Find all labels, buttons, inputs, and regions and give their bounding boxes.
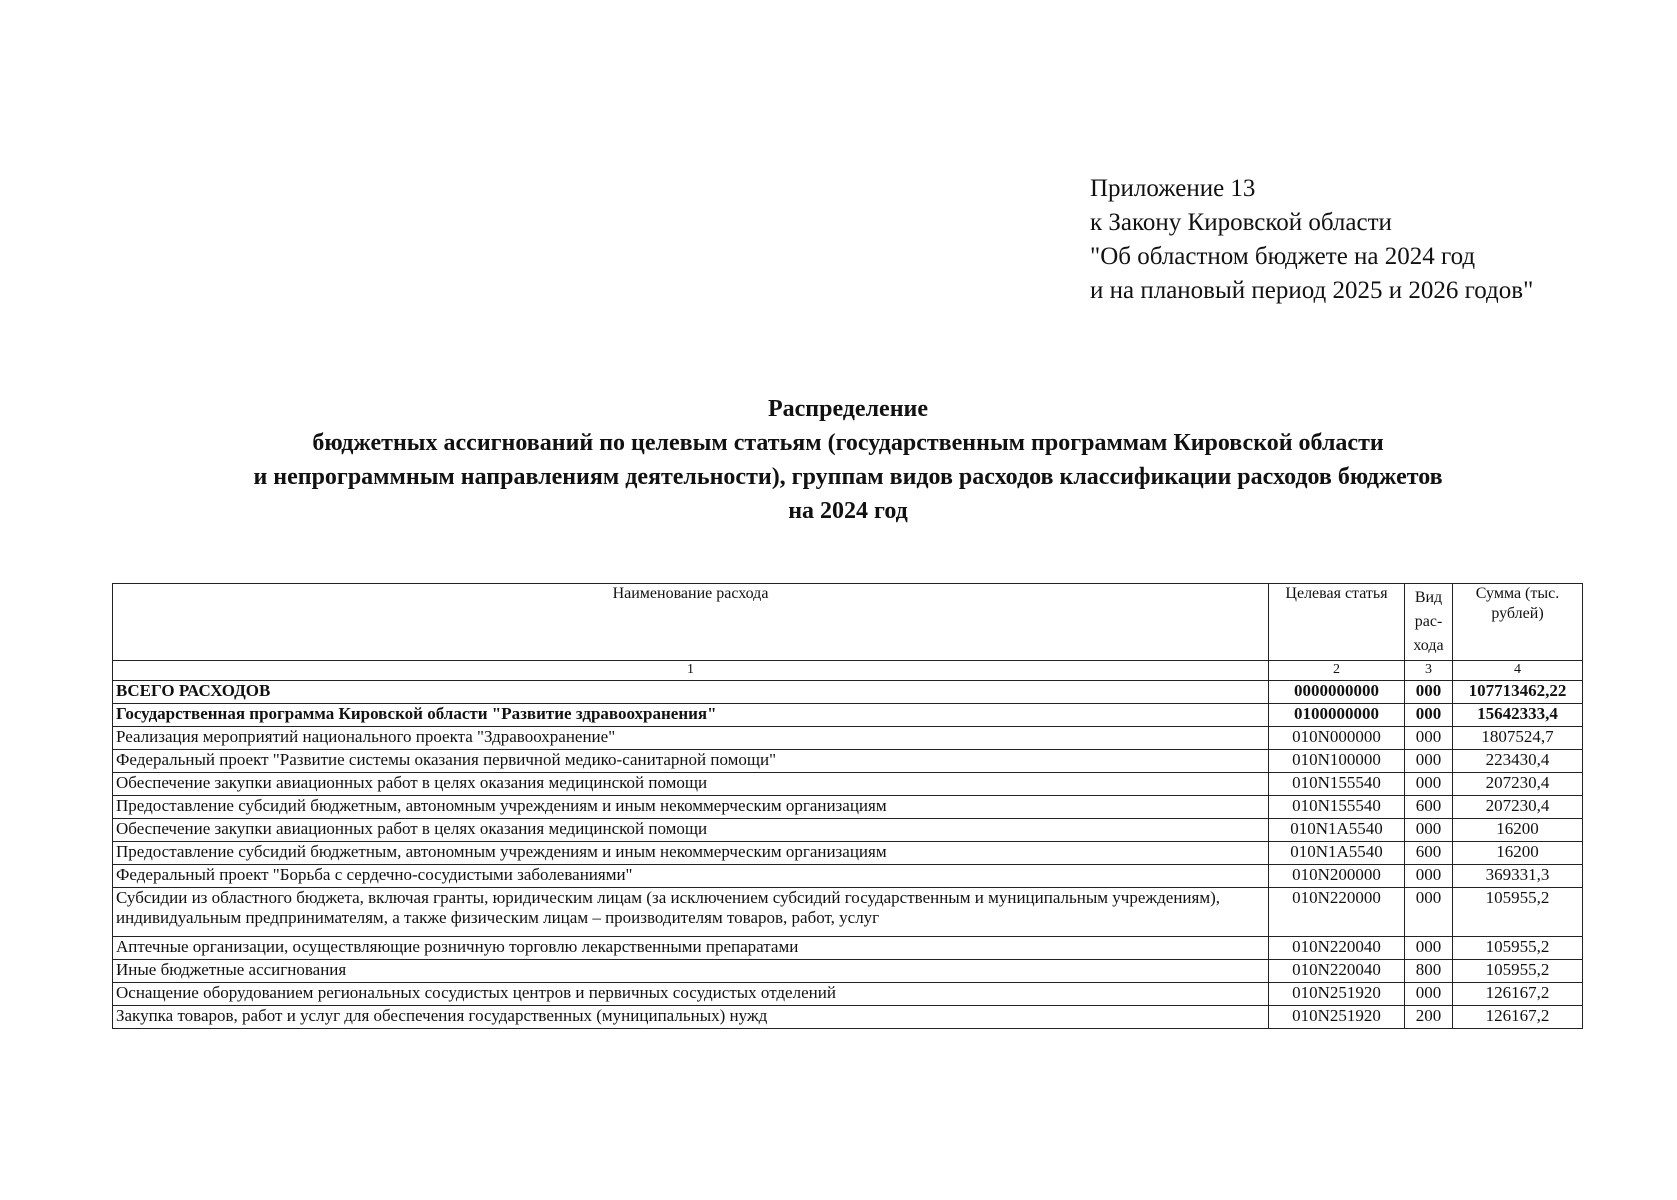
row-code: 010N100000 [1269,750,1405,773]
column-number: 2 [1269,661,1405,681]
row-name: Аптечные организации, осуществляющие розничную торговлю лекарственными препаратами [113,937,1269,960]
row-kind: 600 [1405,842,1453,865]
table-row [113,819,1583,842]
table-row [113,796,1583,819]
table-row [113,750,1583,773]
row-sum: 107713462,22 [1453,681,1583,704]
row-kind: 000 [1405,773,1453,796]
row-kind: 000 [1405,750,1453,773]
row-kind: 000 [1405,819,1453,842]
title-line-2: бюджетных ассигнований по целевым статьям (государственным программам Кировской области [312,430,1384,456]
header-name: Наименование расхода [113,584,1269,661]
row-code: 0100000000 [1269,704,1405,727]
annex-line-4: и на плановый период 2025 и 2026 годов" [1090,277,1534,304]
header-code: Целевая статья [1269,584,1405,661]
row-name: Предоставление субсидий бюджетным, автономным учреждениям и иным некоммерческим организациям [113,796,1269,819]
row-code: 010N000000 [1269,727,1405,750]
row-name: Закупка товаров, работ и услуг для обеспечения государственных (муниципальных) нужд [113,1006,1269,1029]
row-kind: 200 [1405,1006,1453,1029]
budget-table [112,583,1583,1029]
title-line-4: на 2024 год [788,498,908,524]
row-kind: 000 [1405,704,1453,727]
row-kind: 000 [1405,681,1453,704]
annex-block [1090,172,1533,308]
title-line-1: Распределение [767,396,929,422]
row-sum: 105955,2 [1453,888,1583,937]
row-name: Обеспечение закупки авиационных работ в целях оказания медицинской помощи [113,819,1269,842]
row-name: Субсидии из областного бюджета, включая гранты, юридическим лицам (за исключением субсидий государственным и муниципальным учреждениям), индивидуальным предпринимателям, а также физическим лицам – производителям товаров, работ, услуг [113,888,1269,937]
row-sum: 207230,4 [1453,796,1583,819]
table-row [113,1006,1583,1029]
row-sum: 16200 [1453,842,1583,865]
header-sum: Сумма (тыс. рублей) [1453,584,1583,661]
table-row [113,842,1583,865]
table-row-program [113,704,1583,727]
row-kind: 000 [1405,983,1453,1006]
row-name: Оснащение оборудованием региональных сосудистых центров и первичных сосудистых отделений [113,983,1269,1006]
row-name: Иные бюджетные ассигнования [113,960,1269,983]
row-sum: 223430,4 [1453,750,1583,773]
row-sum: 207230,4 [1453,773,1583,796]
row-kind: 000 [1405,937,1453,960]
row-sum: 105955,2 [1453,937,1583,960]
row-code: 010N251920 [1269,983,1405,1006]
row-sum: 126167,2 [1453,983,1583,1006]
annex-line-2: к Закону Кировской области [1090,209,1392,236]
table-row [113,983,1583,1006]
row-code: 010N1A5540 [1269,842,1405,865]
row-code: 010N200000 [1269,865,1405,888]
row-name: Федеральный проект "Развитие системы оказания первичной медико-санитарной помощи" [113,750,1269,773]
document-title [120,392,1576,528]
annex-line-1: Приложение 13 [1090,175,1256,202]
row-code: 010N155540 [1269,773,1405,796]
table-row [113,727,1583,750]
row-name: Федеральный проект "Борьба с сердечно-сосудистыми заболеваниями" [113,865,1269,888]
row-kind: 800 [1405,960,1453,983]
table-header-row [113,584,1583,661]
table-row [113,888,1583,937]
row-name: Обеспечение закупки авиационных работ в целях оказания медицинской помощи [113,773,1269,796]
row-sum: 126167,2 [1453,1006,1583,1029]
row-sum: 15642333,4 [1453,704,1583,727]
row-kind: 000 [1405,865,1453,888]
row-name: Предоставление субсидий бюджетным, автономным учреждениям и иным некоммерческим организациям [113,842,1269,865]
column-number: 1 [113,661,1269,681]
row-sum: 369331,3 [1453,865,1583,888]
row-sum: 16200 [1453,819,1583,842]
column-number-row [113,661,1583,681]
table-row [113,960,1583,983]
row-code: 010N251920 [1269,1006,1405,1029]
row-name: Государственная программа Кировской области "Развитие здравоохранения" [113,704,1269,727]
title-line-3: и непрограммным направлениям деятельности), группам видов расходов классификации расходов бюджетов [253,464,1443,490]
row-kind: 600 [1405,796,1453,819]
annex-line-3: "Об областном бюджете на 2024 год [1090,243,1476,270]
row-name: ВСЕГО РАСХОДОВ [113,681,1269,704]
table-row-total [113,681,1583,704]
row-code: 010N1A5540 [1269,819,1405,842]
table-row [113,937,1583,960]
row-name: Реализация мероприятий национального проекта "Здравоохранение" [113,727,1269,750]
row-code: 010N155540 [1269,796,1405,819]
column-number: 4 [1453,661,1583,681]
column-number: 3 [1405,661,1453,681]
row-code: 010N220000 [1269,888,1405,937]
row-code: 010N220040 [1269,960,1405,983]
row-sum: 1807524,7 [1453,727,1583,750]
table-row [113,773,1583,796]
row-kind: 000 [1405,888,1453,937]
row-kind: 000 [1405,727,1453,750]
row-code: 010N220040 [1269,937,1405,960]
row-sum: 105955,2 [1453,960,1583,983]
table-row [113,865,1583,888]
header-kind: Вид рас-хода [1405,584,1453,661]
row-code: 0000000000 [1269,681,1405,704]
